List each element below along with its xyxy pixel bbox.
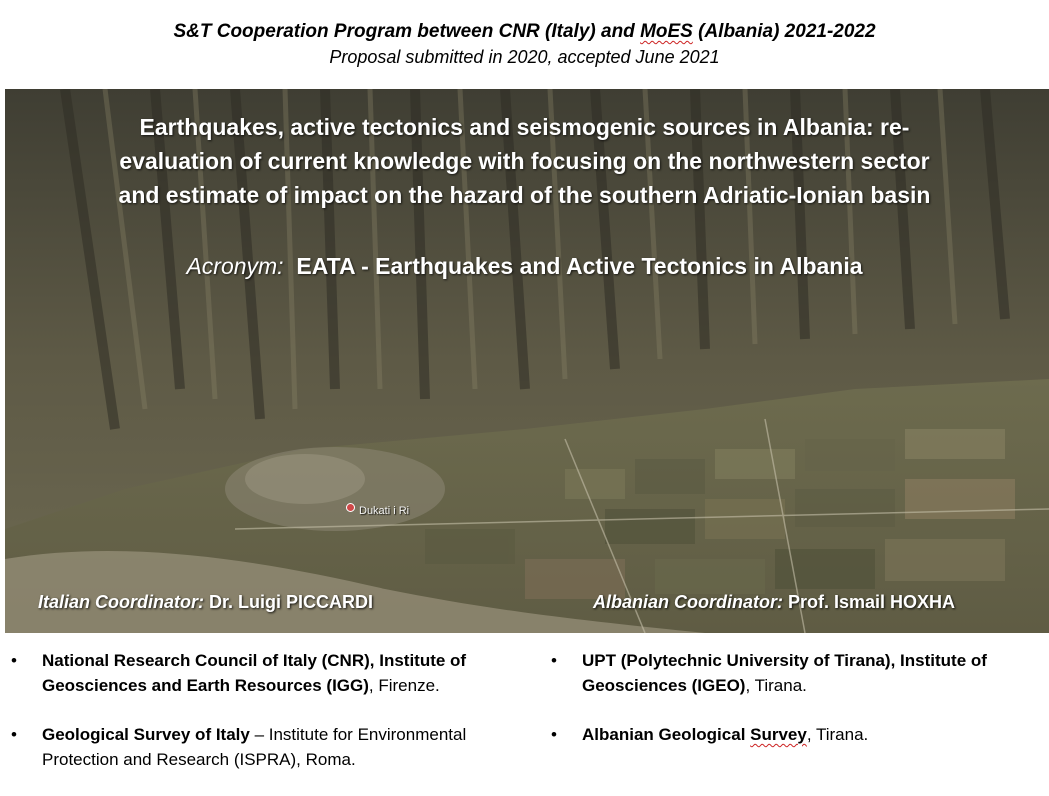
place-marker-icon	[346, 503, 355, 512]
affiliation-location: , Tirana.	[745, 676, 807, 695]
program-title	[0, 18, 1049, 45]
italian-affiliations	[8, 648, 518, 796]
affiliation-name: UPT (Polytechnic University of Tirana), Institute of Geosciences (IGEO)	[582, 651, 987, 695]
program-title-end: (Albania) 2021-2022	[692, 21, 876, 42]
bullet-icon: •	[11, 725, 17, 744]
bullet-icon: •	[11, 651, 17, 670]
project-title-line-1: Earthquakes, active tectonics and seismogenic sources in Albania: re-	[139, 114, 910, 140]
affiliation-item	[8, 722, 518, 772]
project-title	[0, 110, 1049, 212]
affiliation-name: Geological Survey of Italy	[42, 725, 250, 744]
acronym-line	[0, 250, 1049, 282]
albanian-coordinator-name: Prof. Ismail HOXHA	[783, 592, 956, 612]
affiliation-location: – Institute for Environmental Protection and Research (ISPRA), Roma.	[42, 725, 467, 769]
acronym-text: EATA - Earthquakes and Active Tectonics in Albania	[296, 253, 863, 279]
affiliation-name: National Research Council of Italy (CNR), Institute of Geosciences and Earth Resources (IGG)	[42, 651, 467, 695]
place-label: Dukati i Ri	[359, 505, 410, 517]
affiliation-location: , Firenze.	[368, 676, 440, 695]
albanian-coordinator	[593, 590, 955, 614]
header	[0, 18, 1049, 70]
italian-coordinator	[38, 590, 373, 614]
albanian-coordinator-role: Albanian Coordinator:	[593, 592, 783, 612]
program-title-moes: MoES	[640, 21, 693, 42]
affiliation-item	[548, 722, 1043, 747]
albanian-affiliations	[548, 648, 1043, 771]
project-title-line-2: evaluation of current knowledge with focusing on the northwestern sector	[119, 148, 930, 174]
affiliation-name-survey: Survey	[750, 725, 807, 744]
bullet-icon: •	[551, 651, 557, 670]
affiliation-item	[8, 648, 518, 698]
italian-coordinator-role: Italian Coordinator:	[38, 592, 204, 612]
affiliation-item	[548, 648, 1043, 698]
acronym-label: Acronym:	[186, 253, 284, 279]
project-title-line-3: and estimate of impact on the hazard of the southern Adriatic-Ionian basin	[118, 182, 931, 208]
proposal-dates: Proposal submitted in 2020, accepted June 2021	[329, 47, 720, 67]
italian-coordinator-name: Dr. Luigi PICCARDI	[204, 592, 374, 612]
affiliation-location: , Tirana.	[806, 725, 869, 744]
program-title-start: S&T Cooperation Program between CNR (Italy) and	[173, 21, 641, 42]
affiliation-name	[582, 725, 807, 744]
bullet-icon: •	[551, 725, 557, 744]
affiliation-name-start: Albanian Geological	[582, 725, 751, 744]
